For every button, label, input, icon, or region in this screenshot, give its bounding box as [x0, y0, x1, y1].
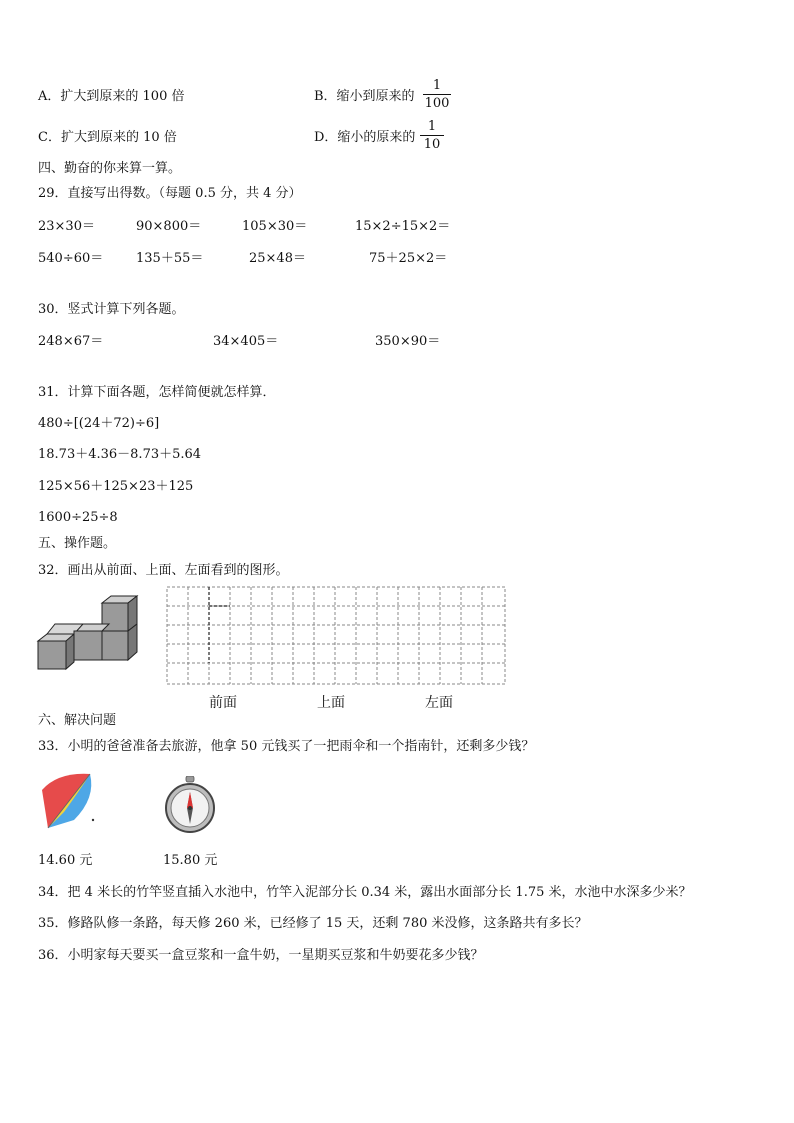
q29-item: 75＋25×2＝: [369, 251, 448, 266]
section-5-heading: 五、操作题。: [38, 536, 117, 551]
q30-item: 34×405＝: [213, 334, 279, 349]
q31-item: 18.73＋4.36－8.73＋5.64: [38, 447, 202, 462]
q29-item: 25×48＝: [249, 251, 306, 266]
q31-item: 480÷[(24＋72)÷6]: [38, 416, 160, 431]
q29-item: 23×30＝: [38, 219, 95, 234]
option-d: D．缩小的原来的: [314, 130, 416, 145]
q31-item: 1600÷25÷8: [38, 510, 118, 525]
q29-item: 90×800＝: [136, 219, 202, 234]
label-left-view: 左面: [425, 695, 453, 711]
label-top-view: 上面: [317, 695, 345, 711]
section-4-heading: 四、勤奋的你来算一算。: [38, 161, 182, 176]
q36-text: 36．小明家每天要买一盒豆浆和一盒牛奶，一星期买豆浆和牛奶要花多少钱？: [38, 948, 484, 963]
q33-title: 33．小明的爸爸准备去旅游，他拿 50 元钱买了一把雨伞和一个指南针，还剩多少钱？: [38, 739, 535, 754]
fraction-d-numerator: 1: [427, 119, 437, 134]
q31-item: 125×56＋125×23＋125: [38, 479, 194, 494]
section-6-heading: 六、解决问题: [38, 713, 117, 728]
q30-item: 248×67＝: [38, 334, 104, 349]
q30-item: 350×90＝: [375, 334, 441, 349]
umbrella-price: 14.60 元: [38, 853, 93, 868]
compass-icon: [164, 776, 216, 838]
q29-item: 540÷60＝: [38, 251, 104, 266]
q29-item: 15×2÷15×2＝: [355, 219, 451, 234]
fraction-d-denominator: 10: [423, 137, 441, 152]
q29-item: 105×30＝: [242, 219, 308, 234]
label-front-view: 前面: [209, 695, 237, 711]
option-a: A．扩大到原来的 100 倍: [38, 89, 185, 104]
drawing-grid[interactable]: [166, 586, 508, 686]
fraction-b-numerator: 1: [432, 78, 442, 93]
q31-title: 31．计算下面各题，怎样简便就怎样算．: [38, 385, 276, 400]
q29-title: 29．直接写出得数。（每题 0.5 分，共 4 分）: [38, 186, 302, 201]
fraction-b-denominator: 100: [424, 96, 450, 111]
q29-item: 135＋55＝: [136, 251, 204, 266]
option-c: C．扩大到原来的 10 倍: [38, 130, 177, 145]
cube-figure: [36, 594, 140, 674]
option-b: B．缩小到原来的: [314, 89, 415, 104]
q35-text: 35．修路队修一条路，每天修 260 米，已经修了 15 天，还剩 780 米没修，这条路共有多长？: [38, 916, 588, 931]
compass-price: 15.80 元: [163, 853, 218, 868]
q32-title: 32．画出从前面、上面、左面看到的图形。: [38, 563, 289, 578]
fraction-b: [423, 78, 451, 111]
fraction-d: [420, 119, 444, 152]
umbrella-icon: [40, 768, 100, 836]
q34-text: 34．把 4 米长的竹竿竖直插入水池中，竹竿入泥部分长 0.34 米，露出水面部分长 1.75 米，水池中水深多少米？: [38, 885, 692, 900]
q30-title: 30．竖式计算下列各题。: [38, 302, 185, 317]
